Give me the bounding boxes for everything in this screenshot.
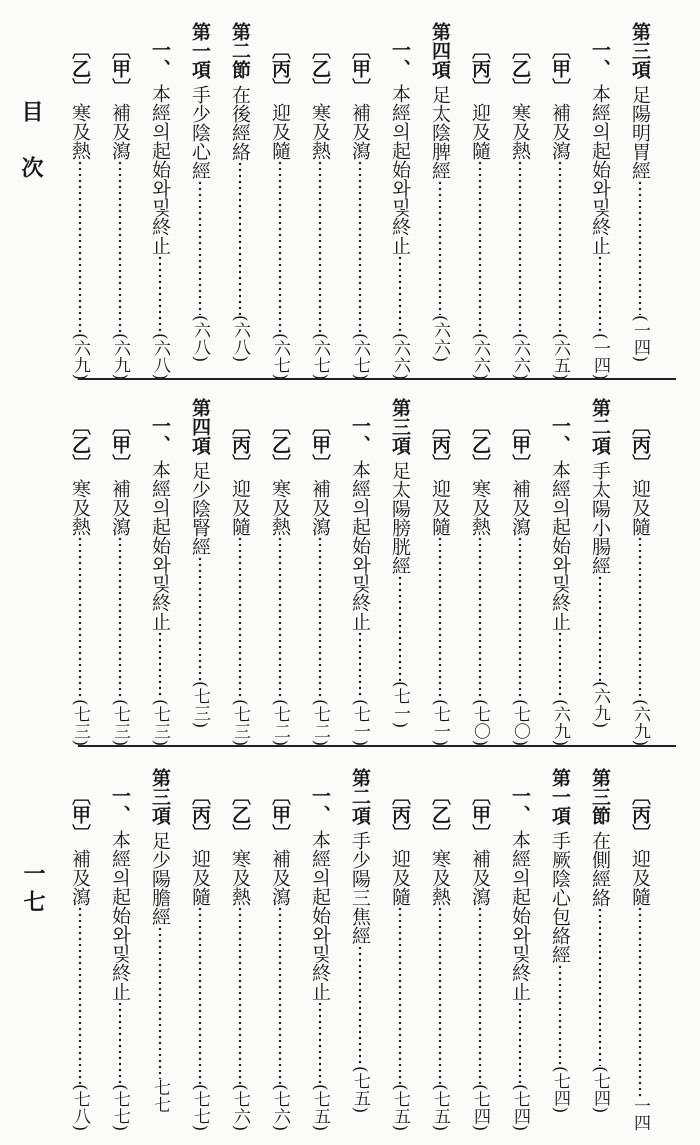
toc-entry-label: 〔甲〕 [469, 786, 491, 843]
toc-entry[interactable] [300, 398, 340, 746]
toc-entry-page: (七四) [550, 1065, 570, 1113]
toc-entry-page: (七四) [510, 1083, 530, 1131]
toc-entry-label: 一、 [149, 40, 171, 78]
toc-entry-page: (七〇) [470, 698, 490, 746]
dot-leader [622, 180, 658, 315]
dot-leader [502, 160, 538, 333]
toc-entry-page: 七七 [150, 1079, 170, 1113]
toc-entry[interactable] [380, 398, 420, 728]
toc-entry[interactable] [100, 22, 140, 380]
toc-entry-page: (六七) [270, 332, 290, 380]
toc-entry[interactable] [60, 22, 100, 380]
toc-entry-title: 手太陽小腸經 [589, 461, 611, 575]
toc-entry[interactable] [500, 398, 540, 746]
toc-entry-label: 〔丙〕 [629, 786, 651, 843]
toc-entry-page: (六九) [590, 680, 610, 728]
toc-entry-label: 〔乙〕 [69, 416, 91, 473]
toc-entry-title: 補及瀉 [349, 103, 371, 160]
toc-entry-label: 〔丙〕 [189, 786, 211, 843]
toc-entry-page: (七六) [230, 1083, 250, 1131]
dot-leader [262, 160, 298, 333]
toc-entry-label: 〔乙〕 [69, 40, 91, 97]
toc-entry-label: 〔甲〕 [69, 786, 91, 843]
toc-entry-label: 第一項 [189, 22, 211, 79]
toc-entry-page: (七一) [350, 698, 370, 746]
toc-entry-title: 迎及隨 [269, 103, 291, 160]
toc-entry[interactable] [140, 398, 180, 746]
toc-entry-label: 一、 [149, 416, 171, 454]
toc-entry-page: (六九) [550, 698, 570, 746]
toc-entry-page: (六七) [350, 332, 370, 380]
dot-leader [382, 255, 418, 333]
toc-entry-title: 寒及熱 [429, 849, 451, 906]
toc-entry-label: 一、 [349, 416, 371, 454]
toc-entry[interactable] [180, 398, 220, 728]
toc-entry-label: 第二項 [349, 768, 371, 825]
toc-entry[interactable] [140, 22, 180, 380]
toc-entry-label: 〔乙〕 [469, 416, 491, 473]
toc-entry[interactable] [420, 22, 460, 362]
dot-leader [542, 160, 578, 333]
toc-entry-page: (七三) [150, 698, 170, 746]
toc-entry[interactable] [140, 768, 180, 1113]
toc-entry-title: 寒及熱 [229, 849, 251, 906]
toc-entry[interactable] [420, 398, 460, 746]
toc-entry[interactable] [220, 768, 260, 1131]
toc-entry-page: (七四) [590, 1065, 610, 1113]
toc-entry-title: 迎及隨 [389, 849, 411, 906]
toc-entry[interactable] [340, 22, 380, 380]
dot-leader [342, 945, 378, 1066]
toc-entry-label: 〔乙〕 [509, 40, 531, 97]
dot-leader [422, 180, 458, 315]
toc-entry[interactable] [620, 398, 660, 746]
toc-entry[interactable] [220, 22, 260, 362]
toc-entry-label: 一、 [389, 40, 411, 78]
toc-entry[interactable] [100, 768, 140, 1131]
toc-entry-label: 〔甲〕 [109, 40, 131, 97]
toc-entry-label: 第三節 [589, 768, 611, 825]
toc-entry-title: 寒及熱 [309, 103, 331, 160]
toc-entry-title: 寒及熱 [509, 103, 531, 160]
dot-leader [262, 536, 298, 699]
toc-entry-title: 補及瀉 [69, 849, 91, 906]
toc-entry-title: 手厥陰心包絡經 [549, 831, 571, 964]
toc-entry-label: 第三項 [149, 768, 171, 825]
toc-entry-label: 第四項 [189, 398, 211, 455]
dot-leader [302, 160, 338, 333]
toc-entry[interactable] [460, 398, 500, 746]
toc-entry-page: (六六) [430, 314, 450, 362]
dot-leader [222, 536, 258, 699]
toc-entry-title: 本經의起始와및終止 [149, 460, 171, 631]
section-divider [78, 745, 676, 747]
toc-entry[interactable] [380, 22, 420, 380]
toc-entry-page: (六八) [230, 314, 250, 362]
toc-entry[interactable] [60, 398, 100, 746]
toc-entry-label: 〔乙〕 [309, 40, 331, 97]
toc-entry-label: 一、 [109, 786, 131, 824]
dot-leader [182, 906, 218, 1084]
toc-entry-label: 〔丙〕 [389, 786, 411, 843]
toc-entry[interactable] [540, 398, 580, 746]
toc-entry[interactable] [460, 22, 500, 380]
dot-leader [102, 160, 138, 333]
toc-band-top [60, 22, 660, 380]
dot-leader [142, 631, 178, 699]
toc-entry-title: 迎及隨 [469, 103, 491, 160]
toc-entry-title: 足太陰脾經 [429, 85, 451, 180]
toc-entry-title: 補及瀉 [549, 103, 571, 160]
toc-entry-title: 迎及隨 [629, 479, 651, 536]
toc-entry-label: 一、 [309, 786, 331, 824]
toc-entry-page: (七二) [310, 698, 330, 746]
toc-entry-label: 一、 [549, 416, 571, 454]
toc-entry[interactable] [260, 22, 300, 380]
toc-entry-title: 在側經絡 [589, 831, 611, 907]
toc-entry-page: (七〇) [510, 698, 530, 746]
toc-entry[interactable] [380, 768, 420, 1131]
toc-entry-page: (七五) [310, 1083, 330, 1131]
toc-entry-page: (七五) [430, 1083, 450, 1131]
toc-entry-label: 一、 [509, 786, 531, 824]
toc-entry-title: 足少陰腎經 [189, 461, 211, 556]
toc-entry-page: (七四) [470, 1083, 490, 1131]
toc-entry-label: 第二節 [229, 22, 251, 79]
toc-entry-title: 手少陽三焦經 [349, 831, 371, 945]
toc-entry-label: 〔甲〕 [109, 416, 131, 473]
toc-entry-title: 本經의起始와및終止 [389, 84, 411, 255]
toc-entry-page: (七三) [190, 680, 210, 728]
toc-band-middle [60, 398, 660, 746]
toc-entry[interactable] [300, 768, 340, 1131]
dot-leader [582, 255, 618, 333]
toc-entry-title: 寒及熱 [269, 479, 291, 536]
toc-entry-title: 本經의起始와및終止 [549, 460, 571, 631]
dot-leader [382, 906, 418, 1084]
toc-entry-page: (六五) [550, 332, 570, 380]
toc-entry-label: 第一項 [549, 768, 571, 825]
toc-entry[interactable] [180, 22, 220, 362]
toc-entry[interactable] [260, 768, 300, 1131]
toc-entry-title: 在後經絡 [229, 85, 251, 161]
toc-entry-title: 寒及熱 [69, 103, 91, 160]
toc-entry-label: 一、 [589, 40, 611, 78]
dot-leader [502, 536, 538, 699]
toc-entry-title: 足太陽膀胱經 [389, 461, 411, 575]
toc-entry-label: 〔丙〕 [469, 40, 491, 97]
toc-entry[interactable] [500, 22, 540, 380]
toc-entry-label: 第三項 [389, 398, 411, 455]
toc-entry-title: 本經의起始와및終止 [109, 830, 131, 1001]
toc-entry-page: (六九) [70, 332, 90, 380]
toc-entry-page: 一四 [630, 1097, 650, 1131]
toc-entry-page: (六六) [510, 332, 530, 380]
dot-leader [62, 536, 98, 699]
toc-band-bottom [60, 768, 660, 1131]
toc-entry[interactable] [460, 768, 500, 1131]
toc-entry[interactable] [260, 398, 300, 746]
page-number: 一七 [20, 862, 46, 918]
page-header: 目次 [18, 100, 44, 212]
dot-leader [182, 180, 218, 315]
dot-leader [62, 160, 98, 333]
section-divider [78, 378, 676, 380]
toc-entry-title: 迎及隨 [189, 849, 211, 906]
toc-entry-label: 〔丙〕 [429, 416, 451, 473]
toc-entry[interactable] [60, 768, 100, 1131]
dot-leader [502, 1001, 538, 1084]
toc-entry-title: 迎及隨 [429, 479, 451, 536]
toc-entry-page: (七六) [270, 1083, 290, 1131]
dot-leader [382, 575, 418, 681]
toc-entry-page: (六六) [390, 332, 410, 380]
toc-entry-title: 本經의起始와및終止 [509, 830, 531, 1001]
dot-leader [302, 536, 338, 699]
dot-leader [182, 556, 218, 681]
toc-entry-page: (六九) [110, 332, 130, 380]
toc-entry-page: (七一) [430, 698, 450, 746]
dot-leader [582, 907, 618, 1066]
toc-entry-page: (七三) [110, 698, 130, 746]
dot-leader [102, 1001, 138, 1084]
toc-entry-page: (一四) [630, 314, 650, 362]
dot-leader [622, 536, 658, 699]
toc-entry-page: (六七) [310, 332, 330, 380]
toc-entry-title: 補及瀉 [469, 849, 491, 906]
toc-entry[interactable] [580, 768, 620, 1113]
toc-entry[interactable] [580, 22, 620, 380]
dot-leader [102, 536, 138, 699]
toc-entry-title: 寒及熱 [69, 479, 91, 536]
toc-entry-title: 寒及熱 [469, 479, 491, 536]
toc-entry-page: (七五) [350, 1065, 370, 1113]
toc-entry-label: 〔乙〕 [229, 786, 251, 843]
toc-entry-page: (六六) [470, 332, 490, 380]
toc-entry-label: 〔甲〕 [309, 416, 331, 473]
toc-entry-label: 〔乙〕 [269, 416, 291, 473]
dot-leader [262, 906, 298, 1084]
toc-entry-label: 第四項 [429, 22, 451, 79]
dot-leader [342, 160, 378, 333]
toc-entry[interactable] [620, 768, 660, 1131]
dot-leader [422, 906, 458, 1084]
toc-entry[interactable] [420, 768, 460, 1131]
toc-entry[interactable] [540, 768, 580, 1113]
toc-entry-page: (六八) [150, 332, 170, 380]
dot-leader [542, 964, 578, 1066]
dot-leader [622, 906, 658, 1097]
dot-leader [462, 536, 498, 699]
toc-entry-page: (七五) [390, 1083, 410, 1131]
toc-entry-label: 第三項 [629, 22, 651, 79]
toc-entry-page: (七一) [390, 680, 410, 728]
dot-leader [142, 255, 178, 333]
toc-entry-label: 〔甲〕 [509, 416, 531, 473]
toc-entry[interactable] [340, 398, 380, 746]
toc-entry[interactable] [500, 768, 540, 1131]
toc-entry[interactable] [580, 398, 620, 728]
toc-entry-title: 補及瀉 [269, 849, 291, 906]
toc-entry-title: 本經의起始와및終止 [309, 830, 331, 1001]
dot-leader [462, 160, 498, 333]
toc-entry-label: 〔甲〕 [549, 40, 571, 97]
toc-entry-title: 補及瀉 [109, 103, 131, 160]
toc-entry-title: 本經의起始와및終止 [589, 84, 611, 255]
toc-entry-page: (七二) [270, 698, 290, 746]
toc-entry[interactable] [300, 22, 340, 380]
toc-entry-title: 補及瀉 [309, 479, 331, 536]
toc-entry-title: 補及瀉 [109, 479, 131, 536]
toc-entry-label: 〔甲〕 [349, 40, 371, 97]
toc-entry-title: 手少陰心經 [189, 85, 211, 180]
dot-leader [422, 536, 458, 699]
dot-leader [222, 906, 258, 1084]
toc-entry-title: 補及瀉 [509, 479, 531, 536]
toc-entry[interactable] [100, 398, 140, 746]
dot-leader [342, 631, 378, 699]
toc-entry-title: 迎及隨 [229, 479, 251, 536]
toc-entry-label: 〔丙〕 [269, 40, 291, 97]
toc-entry-title: 迎及隨 [629, 849, 651, 906]
toc-entry-label: 〔乙〕 [429, 786, 451, 843]
toc-entry[interactable] [340, 768, 380, 1113]
toc-entry[interactable] [620, 22, 660, 362]
dot-leader [302, 1001, 338, 1084]
dot-leader [62, 906, 98, 1084]
dot-leader [142, 926, 178, 1079]
toc-entry-page: (七八) [70, 1083, 90, 1131]
toc-entry-title: 足少陽膽經 [149, 831, 171, 926]
toc-entry-title: 本經의起始와및終止 [149, 84, 171, 255]
toc-entry-title: 足陽明胃經 [629, 85, 651, 180]
toc-entry-page: (七三) [230, 698, 250, 746]
dot-leader [462, 906, 498, 1084]
toc-entry-page: (一四) [590, 332, 610, 380]
dot-leader [542, 631, 578, 699]
toc-entry-page: (七七) [110, 1083, 130, 1131]
toc-entry[interactable] [220, 398, 260, 746]
toc-entry-page: (七三) [70, 698, 90, 746]
toc-entry-page: (六八) [190, 314, 210, 362]
toc-entry-page: (六九) [630, 698, 650, 746]
toc-entry-label: 〔甲〕 [269, 786, 291, 843]
toc-entry[interactable] [180, 768, 220, 1131]
toc-entry[interactable] [540, 22, 580, 380]
toc-entry-label: 第二項 [589, 398, 611, 455]
dot-leader [582, 575, 618, 681]
toc-entry-label: 〔丙〕 [629, 416, 651, 473]
toc-entry-label: 〔丙〕 [229, 416, 251, 473]
toc-entry-title: 本經의起始와및終止 [349, 460, 371, 631]
toc-entry-page: (七七) [190, 1083, 210, 1131]
dot-leader [222, 161, 258, 315]
